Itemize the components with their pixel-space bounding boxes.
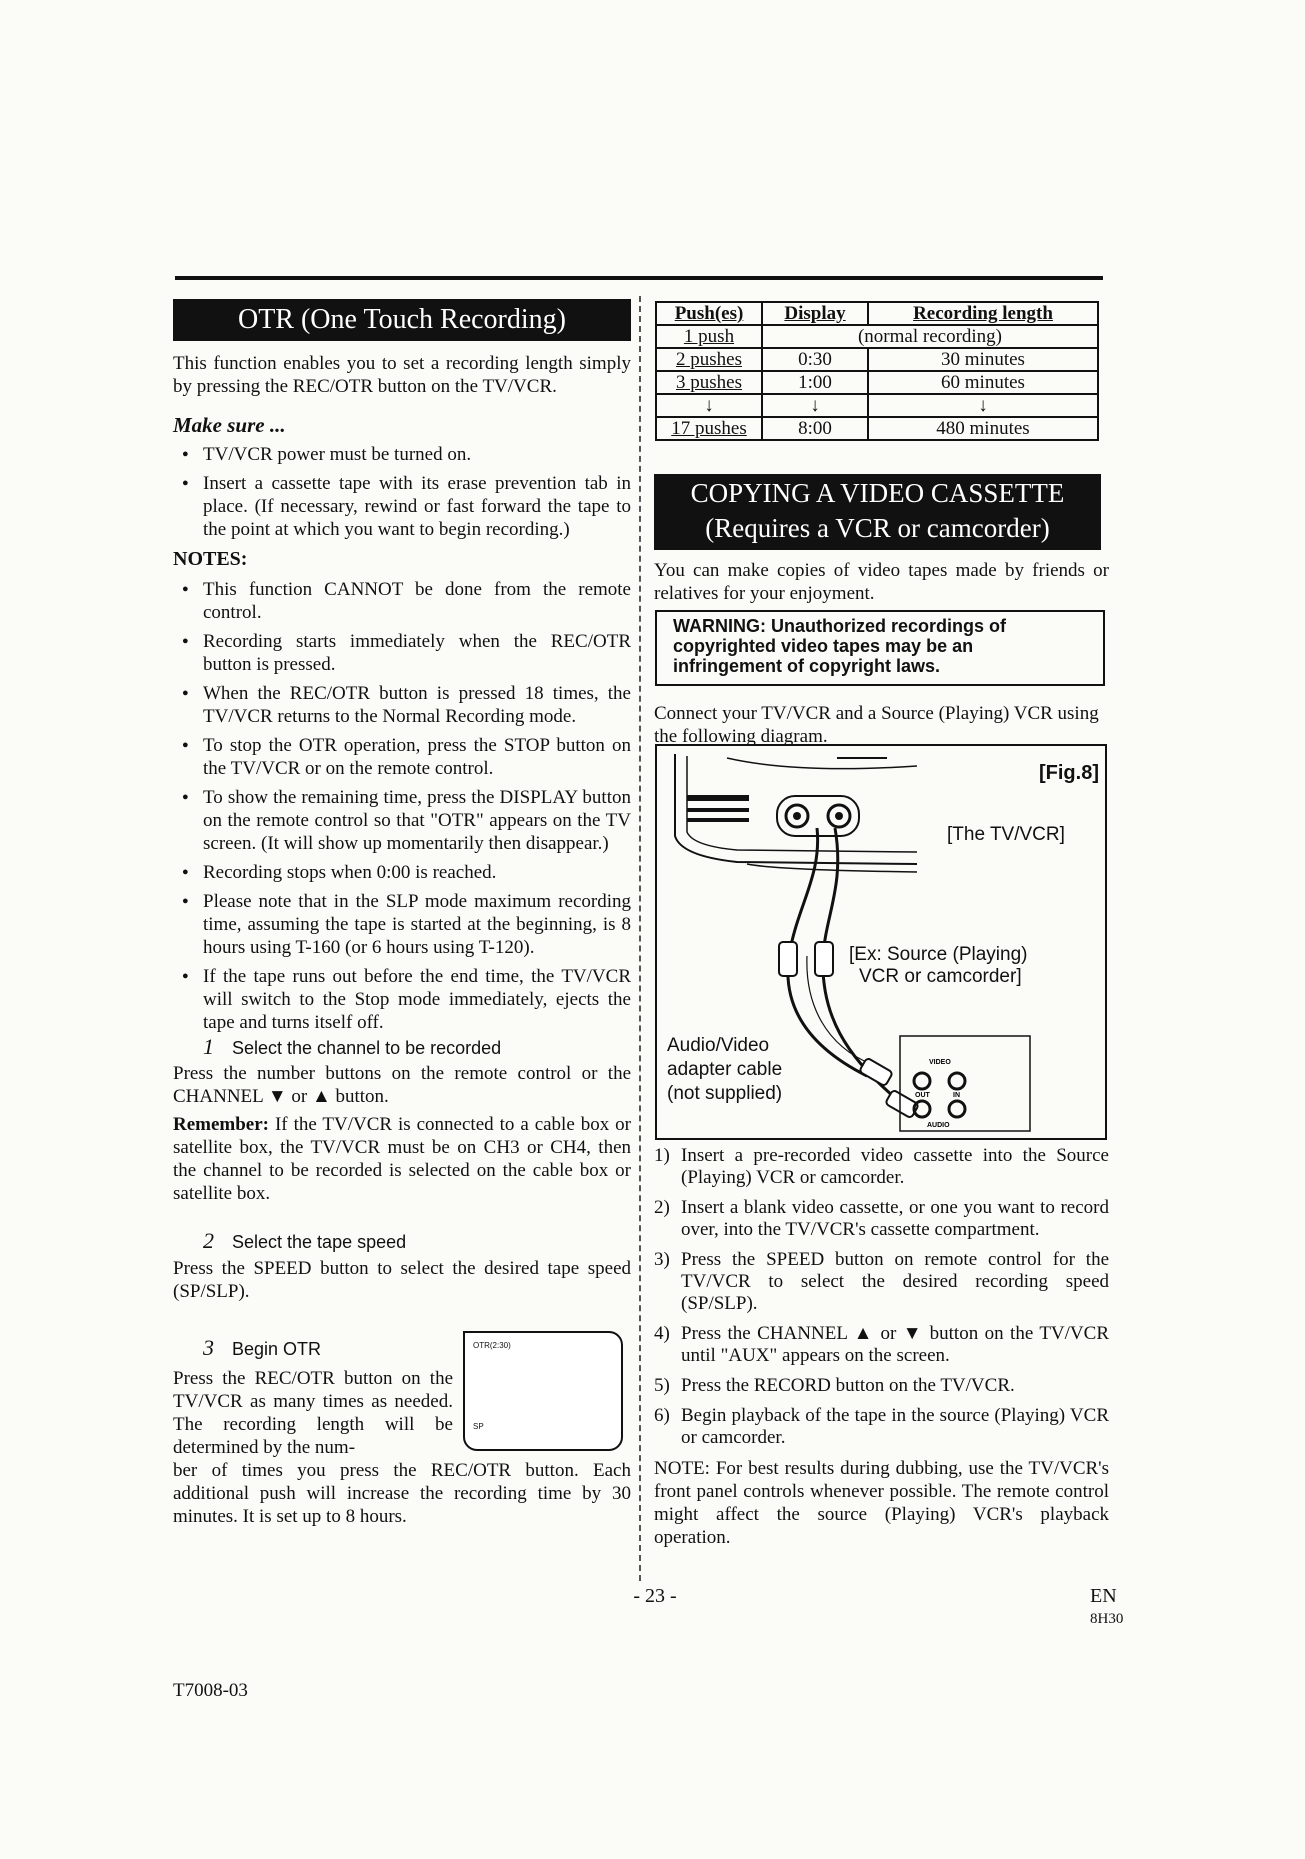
- table-cell: 60 minutes: [868, 371, 1098, 394]
- copy-steps: [654, 1145, 1109, 1457]
- make-sure-heading: Make sure ...: [173, 413, 286, 437]
- step-number: 5): [654, 1375, 670, 1396]
- table-row: [656, 394, 1098, 417]
- remember-text: If the TV/VCR is connected to a cable box or satellite box, the TV/VCR must be on CH3 or CH4, then the channel to be recorded is selected on the cable box or satellite box.: [173, 1114, 631, 1204]
- out-label: OUT: [915, 1092, 930, 1099]
- table-row: [656, 371, 1098, 394]
- list-item: ● To show the remaining time, press the DISPLAY button on the remote control so that "OTR" appears on the TV screen. (It will show up momentarily then disappear.): [173, 786, 631, 855]
- fig-source-label: [849, 944, 1027, 988]
- warning-box: [655, 610, 1105, 686]
- step1-remember: [173, 1113, 631, 1205]
- step2-text: Press the SPEED button to select the desired tape speed (SP/SLP).: [173, 1258, 631, 1302]
- step1-number: 1: [203, 1034, 214, 1059]
- fig-source-line2: VCR or camcorder]: [859, 966, 1022, 987]
- notes-heading: NOTES:: [173, 548, 248, 570]
- list-item: [654, 1249, 1109, 1315]
- step-text: Press the CHANNEL ▲ or ▼ button on the TV/VCR until "AUX" appears on the screen.: [681, 1323, 1109, 1366]
- table-cell: 2 pushes: [656, 348, 762, 371]
- make-sure-list: [173, 443, 631, 547]
- fig-label: [Fig.8]: [1039, 762, 1099, 784]
- table-cell: 480 minutes: [868, 417, 1098, 440]
- step-text: Insert a blank video cassette, or one you want to record over, into the TV/VCR's cassette compartment.: [681, 1197, 1109, 1240]
- arrow-down-icon: ↓: [656, 394, 762, 417]
- fig-cable-line1: Audio/Video: [667, 1035, 770, 1056]
- list-item: ● This function CANNOT be done from the remote control.: [173, 578, 631, 624]
- document-code: T7008-03: [173, 1680, 248, 1701]
- remember-label: Remember:: [173, 1114, 270, 1135]
- step2-title: Select the tape speed: [232, 1232, 407, 1252]
- list-item: ● When the REC/OTR button is pressed 18 times, the TV/VCR returns to the Normal Recording mode.: [173, 682, 631, 728]
- step1-title: Select the channel to be recorded: [232, 1038, 502, 1058]
- table-cell: 30 minutes: [868, 348, 1098, 371]
- video-label: VIDEO: [929, 1059, 951, 1066]
- step2-heading: [203, 1228, 406, 1254]
- step-text: Begin playback of the tape in the source (Playing) VCR or camcorder.: [681, 1405, 1109, 1448]
- list-item: ● TV/VCR power must be turned on.: [173, 443, 631, 466]
- table-cell: 8:00: [762, 417, 868, 440]
- step-number: 4): [654, 1323, 670, 1344]
- list-item: [654, 1405, 1109, 1449]
- screen-speed-text: SP: [473, 1422, 484, 1431]
- copying-intro: You can make copies of video tapes made by friends or relatives for your enjoyment.: [654, 560, 1109, 604]
- otr-intro: This function enables you to set a recording length simply by pressing the REC/OTR button on the TV/VCR.: [173, 353, 631, 397]
- step2-number: 2: [203, 1228, 214, 1253]
- connect-text: Connect your TV/VCR and a Source (Playing) VCR using the following diagram.: [654, 703, 1099, 747]
- table-cell: 3 pushes: [656, 371, 762, 394]
- list-item: [654, 1375, 1109, 1397]
- step3-title: Begin OTR: [232, 1339, 322, 1359]
- recording-length-table: [655, 301, 1099, 441]
- header-length: Recording length: [868, 302, 1098, 325]
- screen-otr-text: OTR(2:30): [473, 1341, 511, 1350]
- step3-number: 3: [203, 1335, 214, 1360]
- fig-cable-label: [667, 1034, 782, 1106]
- header-pushes: Push(es): [656, 302, 762, 325]
- table-row: [656, 417, 1098, 440]
- table-row: [656, 348, 1098, 371]
- in-label: IN: [953, 1092, 960, 1099]
- table-cell: 1 push: [656, 325, 762, 348]
- step-number: 2): [654, 1197, 670, 1218]
- list-item: ● Recording stops when 0:00 is reached.: [173, 861, 631, 884]
- table-row: [656, 325, 1098, 348]
- step3-text-wide: ber of times you press the REC/OTR button. Each additional push will increase the recording time by 30 minutes. It is set up to 8 hours.: [173, 1460, 631, 1527]
- table-cell: 17 pushes: [656, 417, 762, 440]
- copying-title-line2: (Requires a VCR or camcorder): [705, 513, 1050, 543]
- list-item: [654, 1197, 1109, 1241]
- list-item: ● Insert a cassette tape with its erase prevention tab in place. (If necessary, rewind or fast forward the tape to the point at which you want to begin recording.): [173, 472, 631, 541]
- copying-title-line1: COPYING A VIDEO CASSETTE: [690, 478, 1065, 508]
- dubbing-note: NOTE: For best results during dubbing, use the TV/VCR's front panel controls whenever possible. The remote control might affect the source (Playing) VCR's playback operation.: [654, 1458, 1109, 1548]
- table-cell: 0:30: [762, 348, 868, 371]
- tv-screen-illustration: [463, 1331, 623, 1451]
- table-header-row: [656, 302, 1098, 325]
- fig-cable-line3: (not supplied): [667, 1083, 783, 1104]
- step-text: Press the RECORD button on the TV/VCR.: [681, 1375, 1015, 1396]
- list-item: ● To stop the OTR operation, press the STOP button on the TV/VCR or on the remote control.: [173, 734, 631, 780]
- step-text: Press the SPEED button on remote control for the TV/VCR to select the desired recording speed (SP/SLP).: [681, 1249, 1109, 1314]
- fig-tvvcr-label: [The TV/VCR]: [947, 824, 1065, 845]
- language-code: EN: [1090, 1585, 1117, 1607]
- list-item: [654, 1323, 1109, 1367]
- step3-text-narrow: Press the REC/OTR button on the TV/VCR as many times as needed. The recording length will be determined by the num-: [173, 1368, 453, 1458]
- step-text: Insert a pre-recorded video cassette into the Source (Playing) VCR or camcorder.: [681, 1145, 1109, 1188]
- list-item: ● If the tape runs out before the end time, the TV/VCR will switch to the Stop mode immediately, ejects the tape and turns itself off.: [173, 965, 631, 1034]
- column-divider: [639, 296, 641, 1581]
- top-rule: [175, 276, 1103, 280]
- step1-heading: [203, 1034, 501, 1060]
- step3-heading: [203, 1335, 321, 1361]
- list-item: ● Recording starts immediately when the REC/OTR button is pressed.: [173, 630, 631, 676]
- fig-source-line1: [Ex: Source (Playing): [849, 944, 1028, 965]
- list-item: [654, 1145, 1109, 1189]
- copying-title-banner: [654, 474, 1101, 550]
- arrow-down-icon: ↓: [868, 394, 1098, 417]
- connection-diagram: [655, 744, 1107, 1140]
- page-number: - 23 -: [633, 1585, 677, 1607]
- otr-title-banner: [173, 299, 631, 341]
- step1-text: Press the number buttons on the remote control or the CHANNEL ▼ or ▲ button.: [173, 1063, 631, 1107]
- audio-label: AUDIO: [927, 1122, 950, 1129]
- step-number: 1): [654, 1145, 670, 1166]
- notes-list: [173, 578, 631, 1040]
- step-number: 6): [654, 1405, 670, 1426]
- table-cell: 1:00: [762, 371, 868, 394]
- arrow-down-icon: ↓: [762, 394, 868, 417]
- header-display: Display: [762, 302, 868, 325]
- step-number: 3): [654, 1249, 670, 1270]
- warning-text: WARNING: Unauthorized recordings of copyrighted video tapes may be an infringement of copyright laws.: [673, 616, 1006, 676]
- otr-title: OTR (One Touch Recording): [237, 304, 566, 335]
- list-item: ● Please note that in the SLP mode maximum recording time, assuming the tape is started at the beginning, is 8 hours using T-160 (or 6 hours using T-120).: [173, 890, 631, 959]
- table-cell: (normal recording): [762, 325, 1098, 348]
- fig-cable-line2: adapter cable: [667, 1059, 783, 1080]
- model-code: 8H30: [1090, 1611, 1124, 1627]
